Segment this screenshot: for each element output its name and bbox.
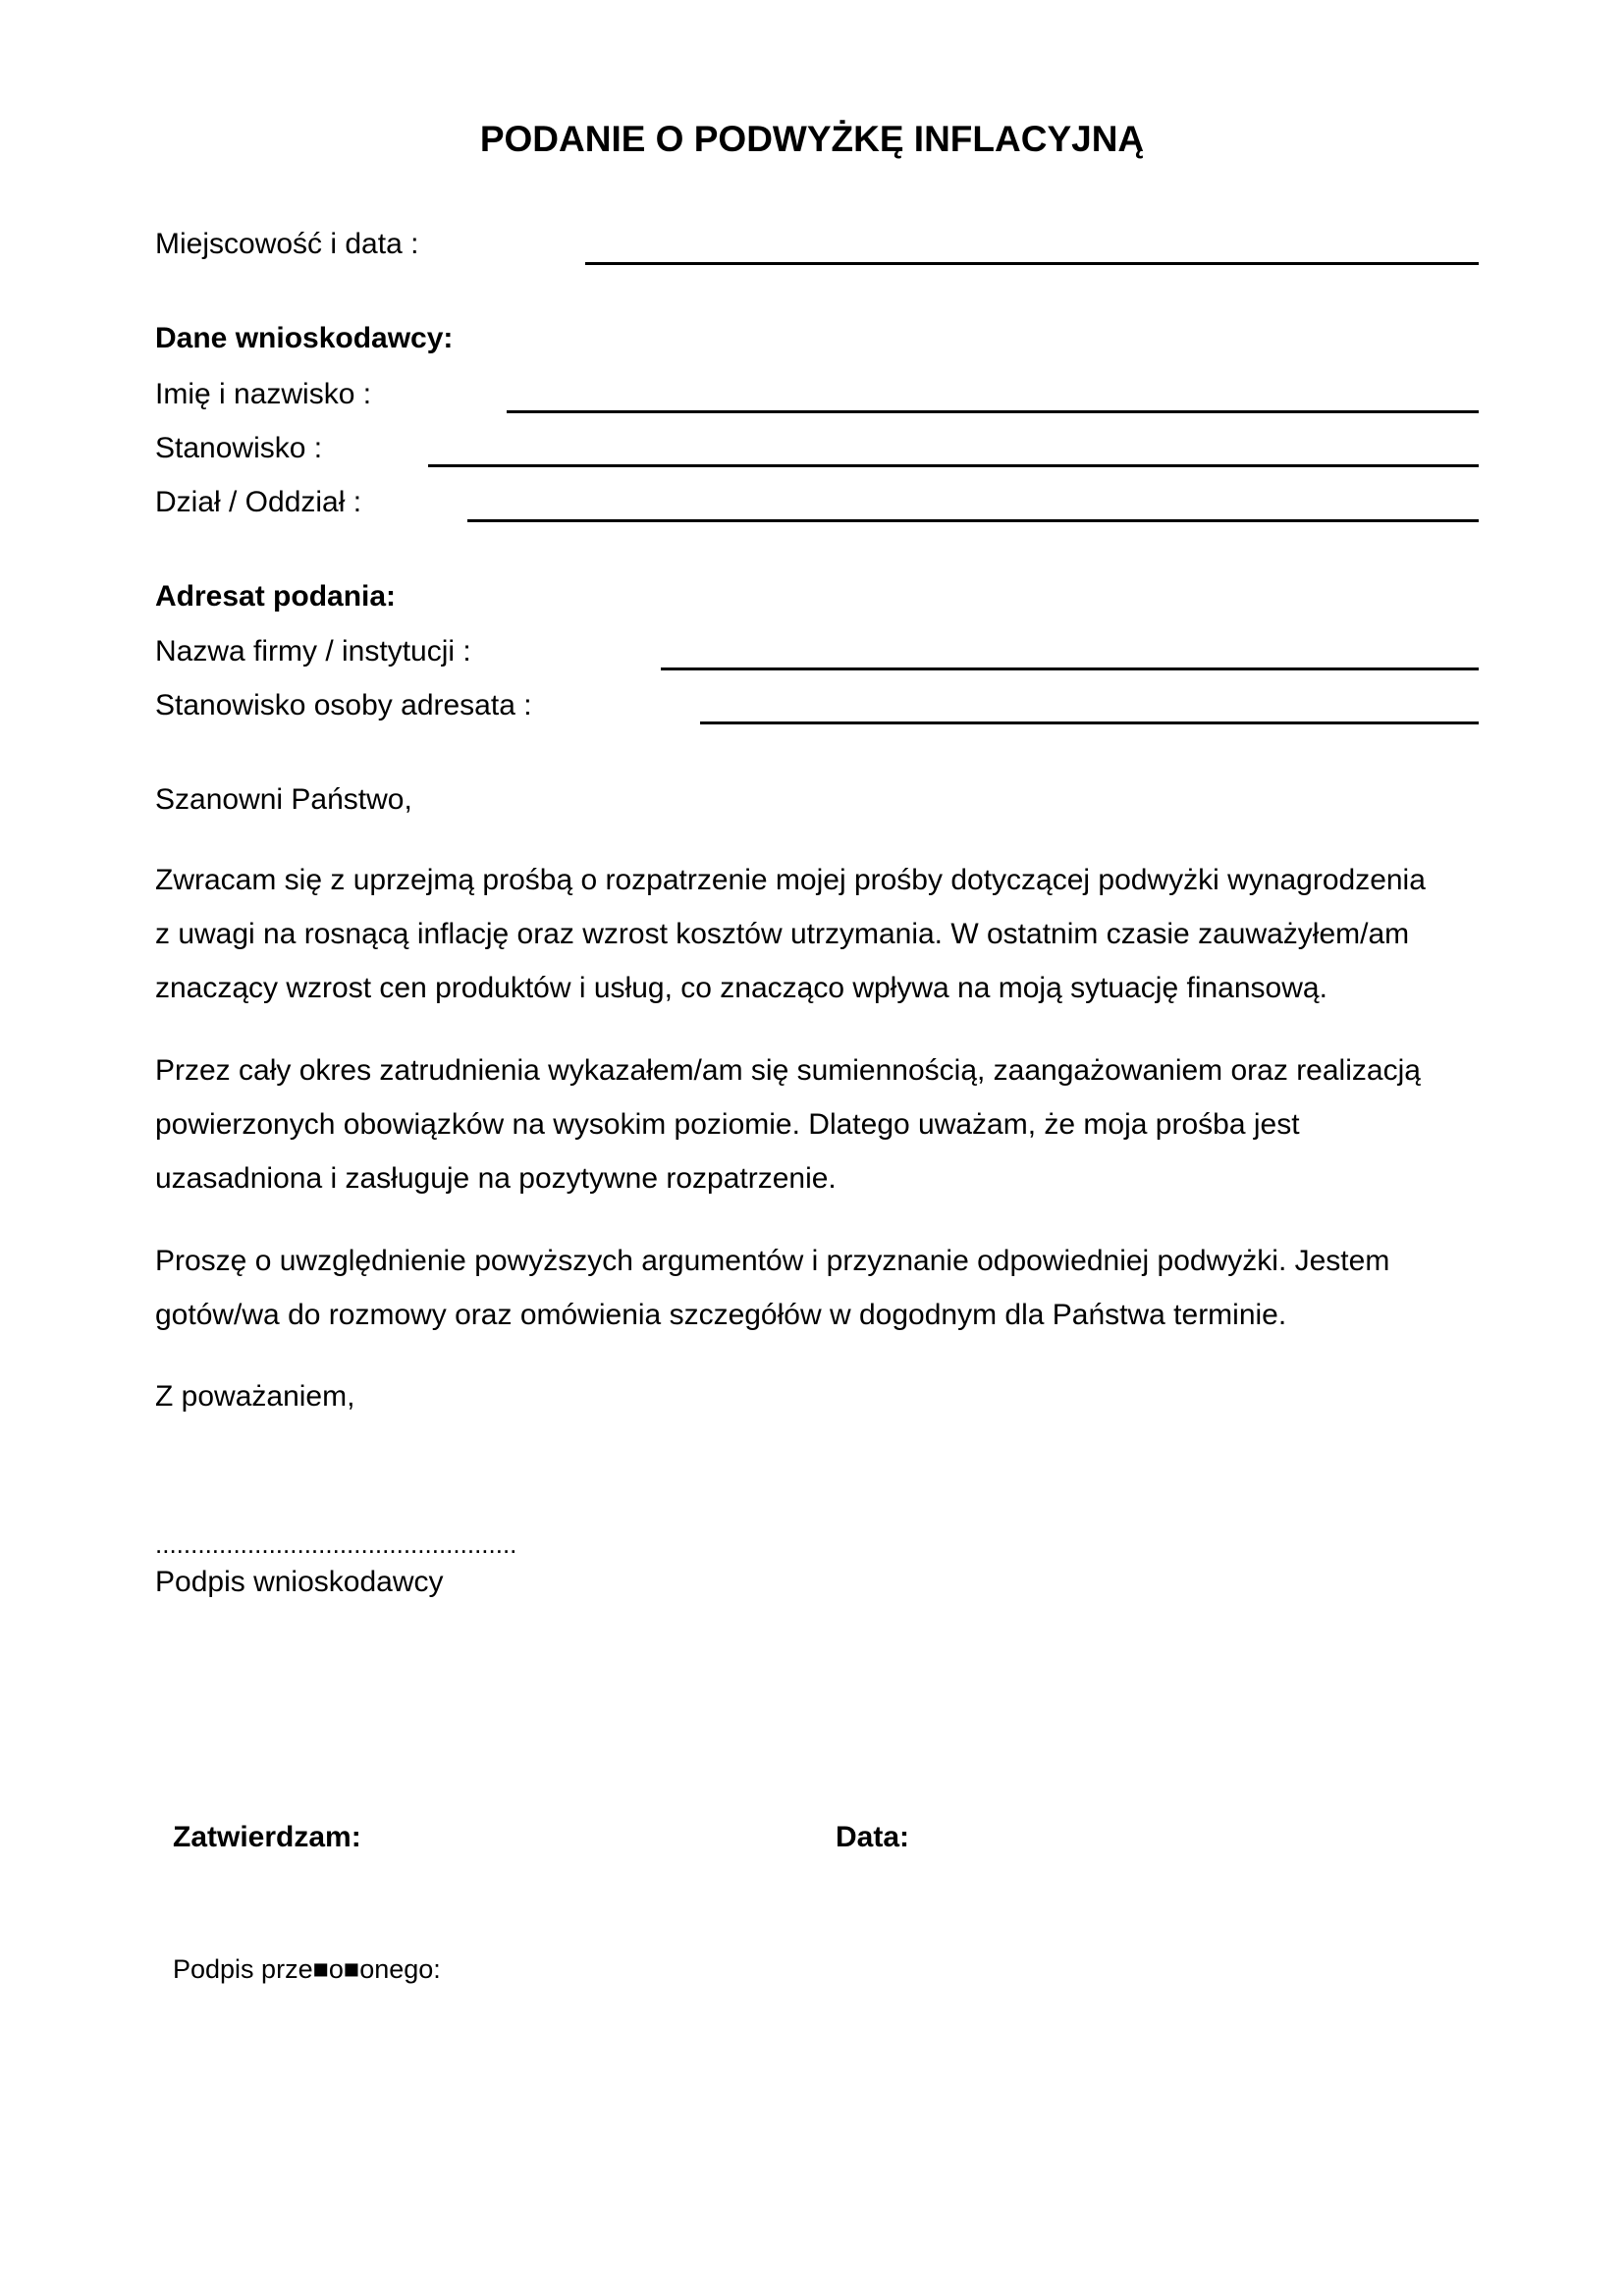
- paragraph-line: powierzonych obowiązków na wysokim poziomie. Dlatego uważam, że moja prośba jest: [155, 1108, 1300, 1141]
- paragraph-line: Proszę o uwzględnienie powyższych argumentów i przyznanie odpowiedniej podwyżki. Jestem: [155, 1245, 1390, 1277]
- closing: Z poważaniem,: [155, 1380, 355, 1413]
- applicant-heading: Dane wnioskodawcy:: [155, 322, 454, 354]
- signature-dots[interactable]: ...................................................: [155, 1529, 517, 1559]
- applicant-name-line[interactable]: [507, 410, 1479, 413]
- approval-label: Zatwierdzam:: [173, 1821, 361, 1853]
- paragraph-line: Przez cały okres zatrudnienia wykazałem/am się sumiennością, zaangażowaniem oraz realizacją: [155, 1054, 1421, 1087]
- paragraph-1: [155, 853, 1490, 1015]
- paragraph-3: [155, 1234, 1490, 1342]
- paragraph-2: [155, 1043, 1490, 1205]
- place-date-line[interactable]: [585, 262, 1479, 265]
- applicant-position-label: Stanowisko :: [155, 432, 323, 464]
- superior-signature-label: Podpis prze■o■onego:: [173, 1954, 441, 1984]
- date-label: Data:: [836, 1821, 910, 1853]
- addressee-position-line[interactable]: [700, 721, 1479, 724]
- signature-label: Podpis wnioskodawcy: [155, 1566, 444, 1598]
- addressee-company-label: Nazwa firmy / instytucji :: [155, 635, 471, 667]
- applicant-name-label: Imię i nazwisko :: [155, 378, 372, 410]
- paragraph-line: Zwracam się z uprzejmą prośbą o rozpatrzenie mojej prośby dotyczącej podwyżki wynagrodzenia: [155, 864, 1426, 896]
- applicant-position-line[interactable]: [428, 464, 1479, 467]
- addressee-company-line[interactable]: [661, 667, 1479, 670]
- paragraph-line: uzasadniona i zasługuje na pozytywne rozpatrzenie.: [155, 1162, 837, 1195]
- document-title: PODANIE O PODWYŻKĘ INFLACYJNĄ: [479, 119, 1145, 159]
- paragraph-line: z uwagi na rosnącą inflację oraz wzrost kosztów utrzymania. W ostatnim czasie zauważyłem/am: [155, 918, 1410, 950]
- applicant-department-line[interactable]: [467, 519, 1479, 522]
- addressee-heading: Adresat podania:: [155, 580, 397, 613]
- greeting: Szanowni Państwo,: [155, 783, 412, 816]
- paragraph-line: gotów/wa do rozmowy oraz omówienia szczegółów w dogodnym dla Państwa terminie.: [155, 1299, 1287, 1331]
- place-date-label: Miejscowość i data :: [155, 228, 419, 260]
- addressee-position-label: Stanowisko osoby adresata :: [155, 689, 532, 721]
- paragraph-line: znaczący wzrost cen produktów i usług, co znacząco wpływa na moją sytuację finansową.: [155, 972, 1327, 1004]
- applicant-department-label: Dział / Oddział :: [155, 486, 362, 518]
